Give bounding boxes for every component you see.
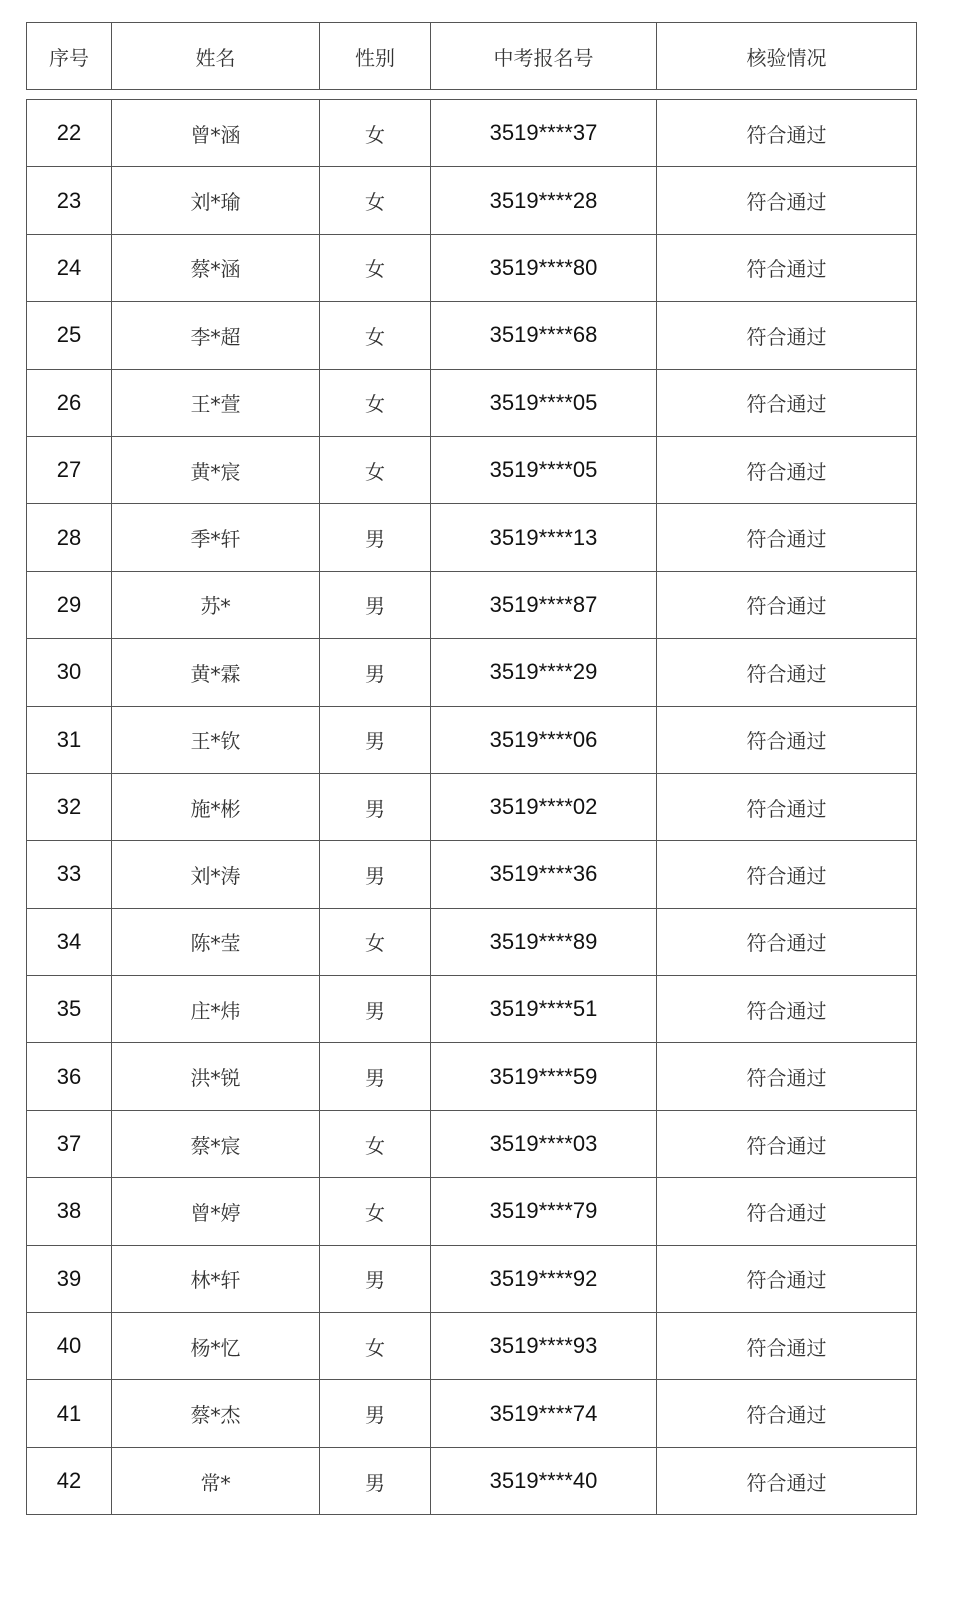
header-gender: 性别: [320, 23, 431, 90]
header-name: 姓名: [112, 23, 320, 90]
table-row: [27, 1110, 917, 1177]
table-row: [27, 302, 917, 369]
verification-status: 符合通过: [657, 639, 917, 706]
student-name: 施*彬: [112, 773, 320, 840]
student-name: 林*轩: [112, 1245, 320, 1312]
table-row: [27, 976, 917, 1043]
registration-number: 3519****05: [431, 436, 657, 503]
student-gender: 男: [320, 1245, 431, 1312]
header-index: 序号: [27, 23, 112, 90]
table-row: [27, 1313, 917, 1380]
registration-number: 3519****37: [431, 100, 657, 167]
verification-status: 符合通过: [657, 1245, 917, 1312]
student-name: 刘*涛: [112, 841, 320, 908]
table-row: [27, 1178, 917, 1245]
student-name: 曾*婷: [112, 1178, 320, 1245]
table-row: [27, 1447, 917, 1514]
table-row: [27, 1380, 917, 1447]
registration-number: 3519****93: [431, 1313, 657, 1380]
student-gender: 女: [320, 1313, 431, 1380]
student-gender: 男: [320, 706, 431, 773]
row-index: 35: [27, 976, 112, 1043]
table-row: [27, 1245, 917, 1312]
table-row: [27, 639, 917, 706]
verification-status: 符合通过: [657, 167, 917, 234]
verification-status: 符合通过: [657, 976, 917, 1043]
header-row: [27, 23, 917, 90]
student-name: 洪*锐: [112, 1043, 320, 1110]
verification-status: 符合通过: [657, 1043, 917, 1110]
row-index: 29: [27, 571, 112, 638]
row-index: 41: [27, 1380, 112, 1447]
student-gender: 女: [320, 369, 431, 436]
student-gender: 男: [320, 1043, 431, 1110]
student-name: 蔡*杰: [112, 1380, 320, 1447]
registration-number: 3519****29: [431, 639, 657, 706]
table-row: [27, 571, 917, 638]
student-name: 陈*莹: [112, 908, 320, 975]
row-index: 30: [27, 639, 112, 706]
student-gender: 男: [320, 639, 431, 706]
registration-number: 3519****02: [431, 773, 657, 840]
table-row: [27, 1043, 917, 1110]
table-row: [27, 504, 917, 571]
header-status: 核验情况: [657, 23, 917, 90]
table-row: [27, 706, 917, 773]
verification-status: 符合通过: [657, 1447, 917, 1514]
row-index: 38: [27, 1178, 112, 1245]
row-index: 34: [27, 908, 112, 975]
row-index: 22: [27, 100, 112, 167]
student-gender: 男: [320, 571, 431, 638]
verification-status: 符合通过: [657, 436, 917, 503]
row-index: 37: [27, 1110, 112, 1177]
student-name: 黄*霖: [112, 639, 320, 706]
student-gender: 女: [320, 1178, 431, 1245]
student-name: 苏*: [112, 571, 320, 638]
student-gender: 女: [320, 302, 431, 369]
table-row: [27, 234, 917, 301]
table-row: [27, 369, 917, 436]
student-name: 刘*瑜: [112, 167, 320, 234]
registration-number: 3519****87: [431, 571, 657, 638]
verification-status: 符合通过: [657, 302, 917, 369]
student-gender: 女: [320, 436, 431, 503]
row-index: 24: [27, 234, 112, 301]
verification-status: 符合通过: [657, 773, 917, 840]
table-row: [27, 436, 917, 503]
row-index: 32: [27, 773, 112, 840]
row-index: 28: [27, 504, 112, 571]
table-row: [27, 167, 917, 234]
verification-status: 符合通过: [657, 369, 917, 436]
student-gender: 男: [320, 1380, 431, 1447]
student-gender: 女: [320, 908, 431, 975]
verification-status: 符合通过: [657, 504, 917, 571]
registration-number: 3519****28: [431, 167, 657, 234]
verification-status: 符合通过: [657, 1380, 917, 1447]
verification-status: 符合通过: [657, 908, 917, 975]
student-gender: 男: [320, 773, 431, 840]
registration-number: 3519****36: [431, 841, 657, 908]
row-index: 31: [27, 706, 112, 773]
student-name: 常*: [112, 1447, 320, 1514]
verification-status: 符合通过: [657, 100, 917, 167]
student-gender: 女: [320, 100, 431, 167]
registration-number: 3519****80: [431, 234, 657, 301]
registration-number: 3519****03: [431, 1110, 657, 1177]
registration-number: 3519****40: [431, 1447, 657, 1514]
registration-number: 3519****68: [431, 302, 657, 369]
student-name: 黄*宸: [112, 436, 320, 503]
row-index: 23: [27, 167, 112, 234]
student-name: 杨*忆: [112, 1313, 320, 1380]
student-name: 蔡*涵: [112, 234, 320, 301]
student-gender: 男: [320, 504, 431, 571]
registration-number: 3519****74: [431, 1380, 657, 1447]
registration-number: 3519****13: [431, 504, 657, 571]
verification-status: 符合通过: [657, 234, 917, 301]
table-row: [27, 100, 917, 167]
table-row: [27, 908, 917, 975]
student-table: [26, 99, 917, 1515]
registration-number: 3519****06: [431, 706, 657, 773]
student-name: 王*钦: [112, 706, 320, 773]
registration-number: 3519****59: [431, 1043, 657, 1110]
table-row: [27, 841, 917, 908]
student-gender: 女: [320, 1110, 431, 1177]
student-name: 庄*炜: [112, 976, 320, 1043]
row-index: 40: [27, 1313, 112, 1380]
student-gender: 男: [320, 1447, 431, 1514]
row-index: 25: [27, 302, 112, 369]
student-gender: 女: [320, 234, 431, 301]
row-index: 27: [27, 436, 112, 503]
student-name: 季*轩: [112, 504, 320, 571]
table-row: [27, 773, 917, 840]
verification-status: 符合通过: [657, 1110, 917, 1177]
registration-number: 3519****05: [431, 369, 657, 436]
row-index: 33: [27, 841, 112, 908]
verification-status: 符合通过: [657, 1313, 917, 1380]
row-index: 36: [27, 1043, 112, 1110]
student-gender: 男: [320, 841, 431, 908]
verification-status: 符合通过: [657, 571, 917, 638]
header-reg-no: 中考报名号: [431, 23, 657, 90]
registration-number: 3519****79: [431, 1178, 657, 1245]
student-name: 蔡*宸: [112, 1110, 320, 1177]
student-name: 李*超: [112, 302, 320, 369]
student-gender: 男: [320, 976, 431, 1043]
table-header: [26, 22, 917, 90]
verification-status: 符合通过: [657, 706, 917, 773]
registration-number: 3519****89: [431, 908, 657, 975]
student-name: 曾*涵: [112, 100, 320, 167]
student-name: 王*萱: [112, 369, 320, 436]
row-index: 26: [27, 369, 112, 436]
row-index: 42: [27, 1447, 112, 1514]
registration-number: 3519****92: [431, 1245, 657, 1312]
verification-status: 符合通过: [657, 1178, 917, 1245]
row-index: 39: [27, 1245, 112, 1312]
verification-status: 符合通过: [657, 841, 917, 908]
registration-number: 3519****51: [431, 976, 657, 1043]
student-gender: 女: [320, 167, 431, 234]
